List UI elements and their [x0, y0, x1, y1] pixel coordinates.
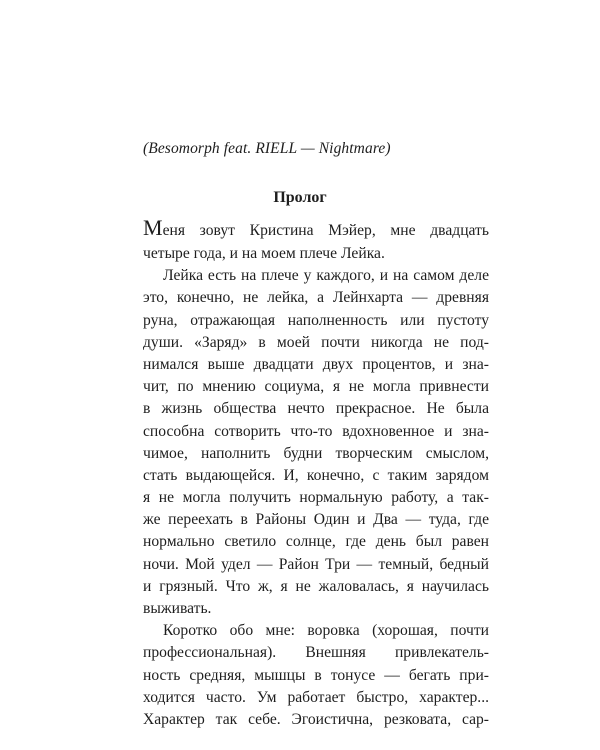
paragraph-2-line-6: чит, по мнению социума, я не могла привнести	[143, 378, 489, 396]
paragraph-3-line-5: Характер так себе. Эгоистична, резковата, сар-	[143, 710, 489, 728]
chapter-title: Пролог	[273, 189, 327, 206]
epigraph: (Besomorph feat. RIELL — Nightmare)	[143, 140, 391, 157]
paragraph-3-line-4: ходится часто. Ум работает быстро, характер...	[143, 688, 489, 706]
paragraph-2-line-10: стать выдающейся. И, конечно, с таким зарядом	[143, 466, 489, 484]
paragraph-2-line-2: это, конечно, не лейка, а Лейнхарта — древняя	[143, 289, 489, 307]
paragraph-1-line-2: четыре года, и на моем плече Лейка.	[143, 245, 385, 262]
paragraph-2-line-9: чимое, наполнить будни творческим смыслом,	[143, 444, 489, 462]
paragraph-1-line-1-text: еня зовут Кристина Мэйер, мне двадцать	[162, 222, 489, 239]
paragraph-2-line-4: души. «Заряд» в моей почти никогда не под-	[143, 333, 489, 351]
paragraph-2-line-7: в жизнь общества нечто прекрасное. Не была	[143, 400, 489, 418]
paragraph-2-line-5: нимался выше двадцати двух процентов, и зна-	[143, 355, 489, 373]
paragraph-2-line-1: Лейка есть на плече у каждого, и на самом деле	[163, 267, 489, 285]
paragraph-2-line-8: способна сотворить что-то вдохновенное и зна-	[143, 422, 489, 440]
paragraph-2-line-3: руна, отражающая наполненность или пустоту	[143, 311, 489, 329]
paragraph-3-line-3: ность средняя, мышцы в тонусе — бегать при-	[143, 666, 489, 684]
paragraph-2-line-12: же переехать в Районы Один и Два — туда, где	[143, 511, 489, 529]
paragraph-2-line-13: нормально светило солнце, где день был равен	[143, 533, 489, 551]
paragraph-3-line-2: профессиональная). Внешняя привлекатель-	[143, 644, 489, 662]
paragraph-2-line-16: выживать.	[143, 600, 212, 617]
paragraph-2-line-15: и грязный. Что ж, я не жаловалась, я научилась	[143, 577, 489, 595]
body-text	[143, 215, 489, 731]
paragraph-2-line-11: я не могла получить нормальную работу, а так-	[143, 489, 489, 507]
paragraph-1-line-1	[143, 215, 489, 243]
paragraph-3-line-1: Коротко обо мне: воровка (хорошая, почти	[163, 622, 489, 640]
paragraph-2-line-14: ночи. Мой удел — Район Три — темный, бедный	[143, 555, 489, 573]
drop-cap: М	[143, 215, 163, 240]
